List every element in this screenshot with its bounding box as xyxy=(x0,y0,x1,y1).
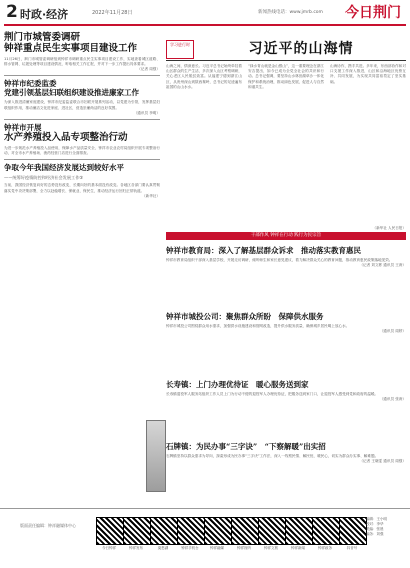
article-1-title: 荆门市城管委调研 xyxy=(4,32,81,43)
feature-banner-title: 习近平的山海情 xyxy=(248,41,354,57)
article-4-body: 当前，我国经济恢复向好的态势没有改变，长期向好的基本面没有改变。各地区各部门要认真贯彻落实党中央决策部署，全力以赴稳增长、保就业、保民生，推动经济运行回归正常轨道。 xyxy=(4,183,160,193)
qr-code-label: 钟祥手机台 xyxy=(181,546,199,550)
column-badge: 学习进行时 xyxy=(166,40,194,59)
feature-column-3: 山海协作，携手共进。多年来，东西部协作和对口支援工作深入推进，山区和沿海地区优势互补、共同发展，为实现共同富裕奠定了坚实基础。 xyxy=(330,64,406,84)
qr-code-icon xyxy=(231,517,259,545)
qr-code-icon xyxy=(204,517,232,545)
article-2-body: 为深入推进清廉家庭建设，钟祥市纪委监委联合市妇联开展系列活动，以党建为引领，发挥基层妇联组织作用，推动廉洁文化进家庭、进社区，营造崇廉尚洁的良好氛围。 xyxy=(4,100,160,110)
news-4-title: 石牌镇：为民办事“三字诀” “下察解暖”出实招 xyxy=(166,442,326,451)
section-redbar: 干部作风 钟祥在行动 践行为民宗旨 xyxy=(166,232,406,240)
divider xyxy=(4,119,160,120)
article-2-subtitle: 党建引领基层妇联组织建设推进廉家工作 xyxy=(4,88,139,98)
news-1-author: （记者 刘文彬 通讯员 王涛） xyxy=(359,263,406,268)
qr-code-icon xyxy=(258,517,286,545)
qr-code-icon xyxy=(96,517,124,545)
news-1-title: 钟祥市教育局：深入了解基层群众诉求 推动落实教育惠民 xyxy=(166,246,361,255)
header-divider xyxy=(4,24,406,26)
news-3-author: （通讯员 张涛） xyxy=(379,397,406,402)
feature-column-1: 山海之间，情深意长。习近平总书记始终牵挂着山区群众的生产生活，多次深入山区考察调研，关心老区人民脱贫致富。从福建宁德到浙江山区，从贵州深山到陕西秦岭，总书记的足迹遍布祖国的山山水水。 xyxy=(166,64,242,89)
page-number: 2 xyxy=(6,2,18,22)
banner-underline xyxy=(166,60,406,61)
feature-columns xyxy=(166,64,406,232)
qr-code-label: 钟祥政务 xyxy=(318,546,332,550)
qr-code-label: 莫愁湖 xyxy=(157,546,169,550)
article-3-title: 钟祥市开展 xyxy=(4,122,42,132)
qr-code-icon xyxy=(123,517,151,545)
news-4-author: （记者 王晓雯 通讯员 周强） xyxy=(359,459,406,464)
left-column xyxy=(4,32,160,199)
article-1-author: （记者 周强） xyxy=(137,67,160,72)
qr-code-icon xyxy=(339,517,367,545)
article-2-title: 钟祥市纪委监委 xyxy=(4,79,57,89)
qr-code-icon xyxy=(150,517,178,545)
news-4-body: 石牌镇坚持以群众需求为导向，探索形成为民办事“三字诀”工作法，深入一线察民情、解民忧、暖民心，切实为群众办实事、解难题。 xyxy=(166,454,379,458)
qr-code-label: 抖音号 xyxy=(346,546,358,550)
qr-code-label: 钟祥新闻 xyxy=(291,546,305,550)
divider xyxy=(4,159,160,160)
feature-column-2: “绿水青山就是金山银山”，这一重要理念在浙江安吉提出，如今已成为全党全社会的共识和行动。总书记强调，要坚持山水林田湖草沙一体化保护和系统治理，推动绿色发展，促进人与自然和谐共生。 xyxy=(248,64,324,89)
editor-contact: 编辑：王小明 校对：李华 美编：张晨 编务：刘强 xyxy=(366,517,387,536)
qr-code-label: 钟祥融媒 xyxy=(210,546,224,550)
article-2-author: （通讯员 李明） xyxy=(133,110,160,115)
hotline: 新闻热线电话：www.jmrb.com xyxy=(258,10,323,15)
article-3-subtitle: 水产养殖投入品专项整治行动 xyxy=(4,131,128,143)
article-4-title: 争取今年我国经济发展达到较好水平 xyxy=(4,163,124,173)
masthead-logo: 今日荆门 xyxy=(345,5,401,21)
qr-code-label: 钟祥发布 xyxy=(129,546,143,550)
article-4-author: （新华社） xyxy=(142,193,160,198)
qr-code-label: 钟祥视听 xyxy=(237,546,251,550)
page-footer xyxy=(0,508,410,568)
qr-code-label: 今日钟祥 xyxy=(102,546,116,550)
qr-code-icon xyxy=(312,517,340,545)
news-2-body: 钟祥市城投公司围绕群众用水需求，加强供水设施建设和管网改造，提升供水服务质量，确保城乡居民喝上放心水。 xyxy=(166,324,350,328)
article-1-subtitle: 钟祥重点民生实事项目建设工作 xyxy=(4,43,138,54)
news-block-3 xyxy=(166,380,406,402)
news-2-title: 钟祥市城投公司：聚焦群众所盼 保障供水服务 xyxy=(166,312,324,321)
footer-note: 版面责任编辑：钟祥融媒体中心 xyxy=(20,523,76,528)
news-2-author: （通讯员 周婷） xyxy=(379,329,406,334)
article-4-subtitle: ——统筹好疫情防控和经济社会发展工作③ xyxy=(4,175,84,181)
divider xyxy=(4,75,160,76)
qr-code-icon xyxy=(285,517,313,545)
news-1-body: 钟祥市教育局组织干部深入基层学校，开展走访调研，倾听师生和家长意见建议，着力解决群众关心的教育问题，推动教育惠民政策落地见效。 xyxy=(166,258,393,262)
section-label: 时政·经济 xyxy=(20,8,69,21)
article-1-body: 11月26日，荆门市城管委调研组到钟祥市调研重点民生实事项目建设工作，实地查看城区道路、排水管网、垃圾处理等项目建设情况，听取相关工作汇报，并对下一步工作提出具体要求。 xyxy=(4,57,160,67)
page-header xyxy=(0,0,410,26)
qr-code-icon xyxy=(177,517,205,545)
qr-code-label: 钟祥文旅 xyxy=(264,546,278,550)
feature-author: （新华社 人民日报） xyxy=(372,226,406,230)
article-photo xyxy=(146,420,166,492)
article-3-body: 为进一步规范水产养殖投入品使用，保障水产品质量安全，钟祥市农业农村局组织开展专项整治行动，对全市水产养殖场、渔药经营门店进行全面排查。 xyxy=(4,145,160,156)
news-3-title: 长寿镇：上门办理优待证 暖心服务送到家 xyxy=(166,380,309,389)
news-block-2 xyxy=(166,312,406,334)
news-block-4 xyxy=(166,442,406,464)
news-block-1 xyxy=(166,246,406,268)
news-3-body: 长寿镇退役军人服务站组织工作人员上门为行动不便的退役军人办理优待证，把服务送到家门口，让退役军人感受到党和政府的温暖。 xyxy=(166,392,379,396)
issue-date: 2022年11月28日 xyxy=(92,10,133,16)
